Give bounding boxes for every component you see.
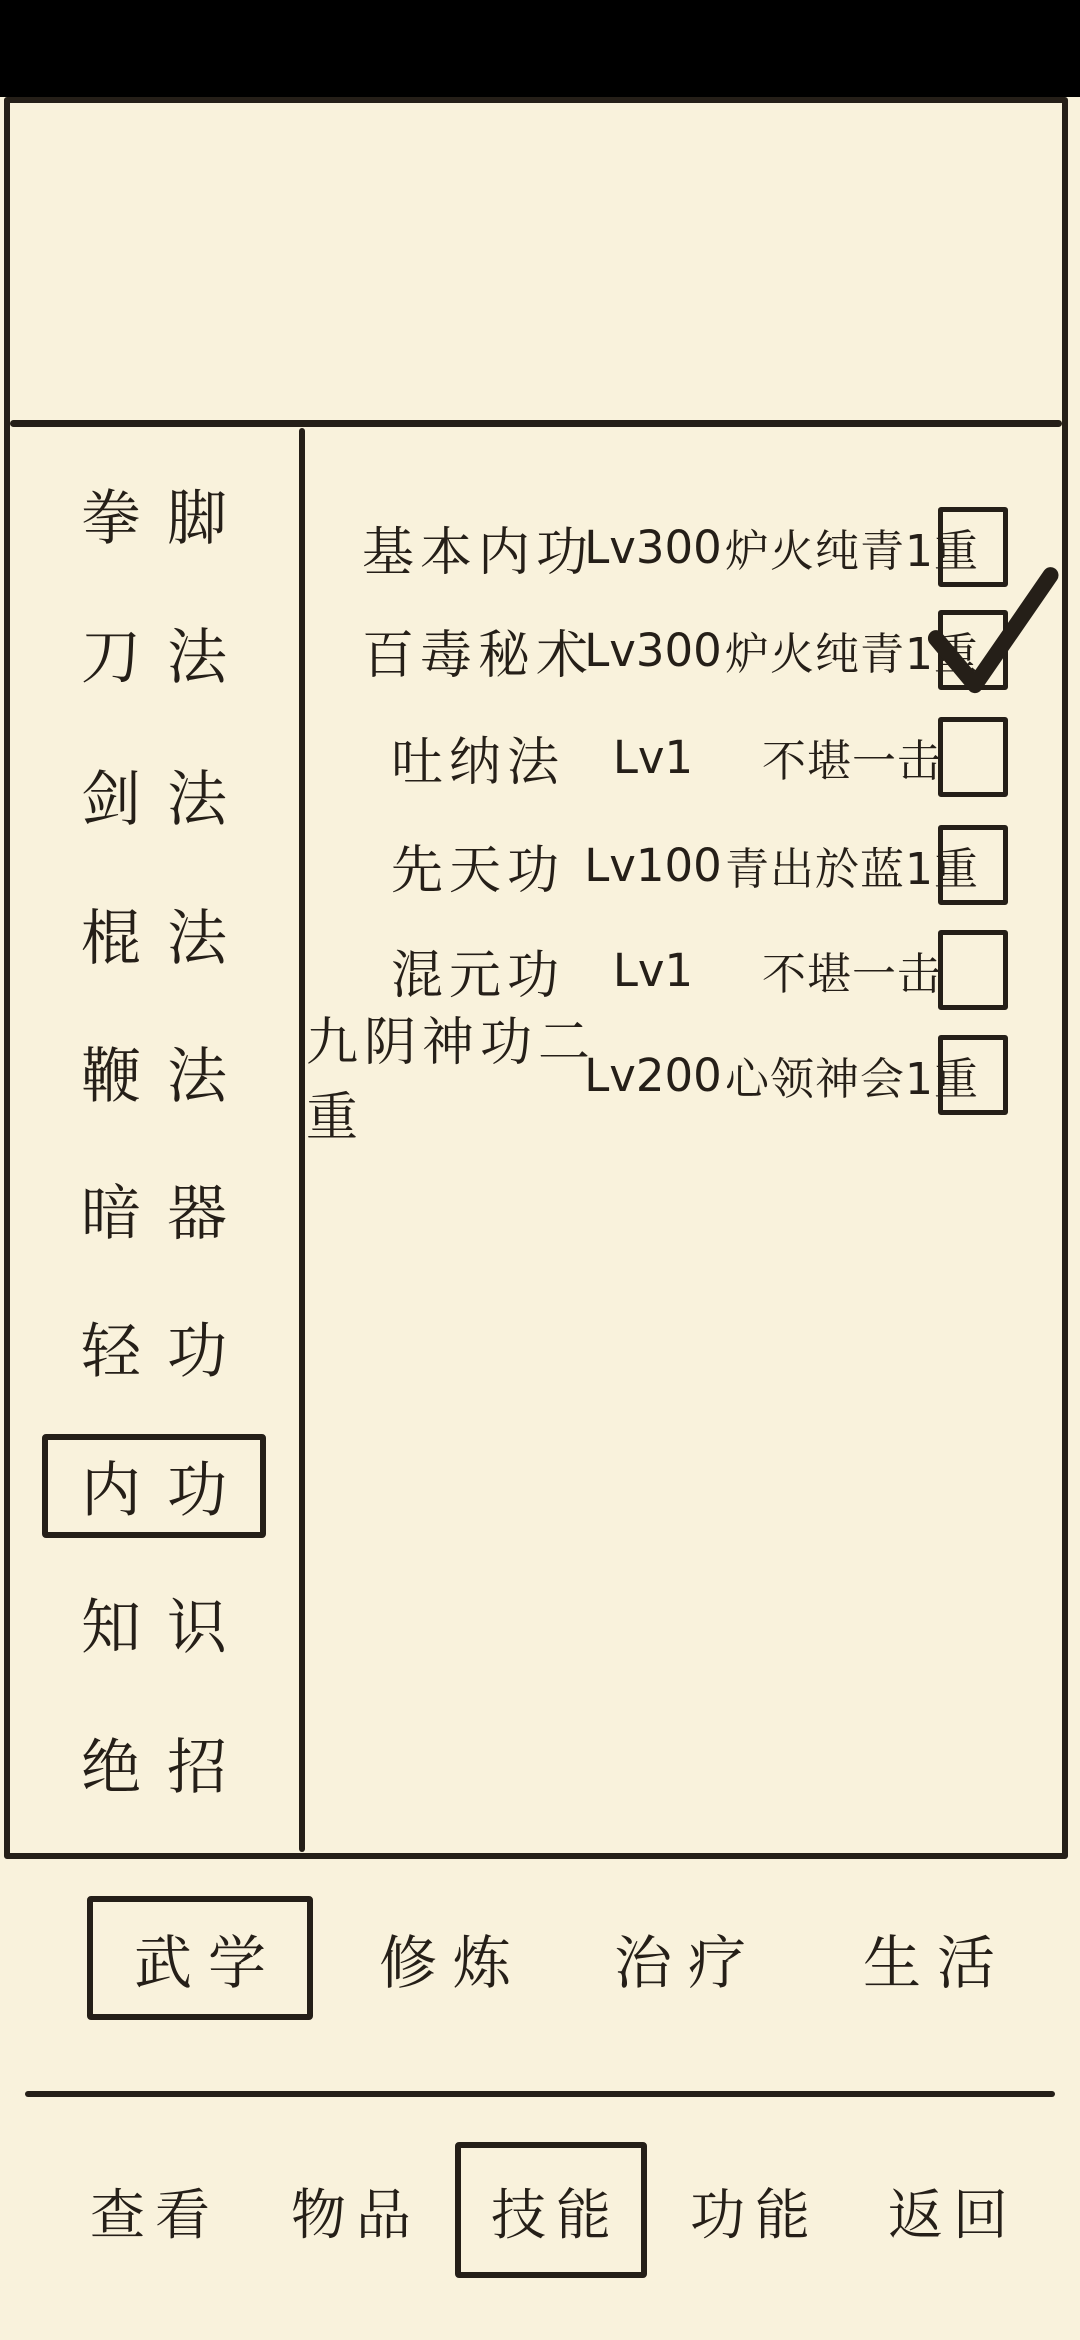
tab-cultivate[interactable]: 修炼 — [378, 1929, 527, 1997]
tab-heal[interactable]: 治疗 — [613, 1929, 762, 1997]
sidebar-item-knowledge[interactable]: 知识 — [81, 1593, 253, 1663]
skill-mastery: 青出於蓝1重 — [725, 844, 979, 895]
nav-items[interactable]: 物品 — [290, 2182, 421, 2247]
skill-checkbox-2[interactable] — [938, 717, 1008, 797]
checkmark-icon — [931, 569, 1053, 695]
skill-name: 九阴神功二重 — [306, 1013, 597, 1148]
skill-name: 先天功 — [390, 840, 565, 901]
sidebar-item-ultimate[interactable]: 绝招 — [81, 1733, 253, 1803]
skill-name: 混元功 — [390, 945, 565, 1006]
nav-divider-line — [25, 2091, 1055, 2097]
tab-life[interactable]: 生活 — [862, 1929, 1011, 1997]
sidebar-item-lightness[interactable]: 轻功 — [81, 1317, 253, 1387]
skill-checkbox-4[interactable] — [938, 930, 1008, 1010]
nav-back[interactable]: 返回 — [887, 2182, 1018, 2247]
nav-skills[interactable]: 技能 — [455, 2142, 647, 2278]
sidebar-item-staff[interactable]: 棍法 — [81, 904, 253, 974]
skill-row[interactable] — [302, 598, 1072, 702]
skill-list — [302, 423, 1072, 1853]
skill-name: 基本内功 — [361, 522, 594, 583]
skill-mastery: 心领神会1重 — [725, 1054, 979, 1105]
skill-level: Lv1 — [612, 730, 694, 784]
status-bar — [0, 0, 1080, 97]
skill-checkbox-1[interactable] — [938, 610, 1008, 690]
skill-category-tabs — [0, 1896, 1080, 2022]
skill-checkbox-3[interactable] — [938, 825, 1008, 905]
skill-row[interactable] — [302, 705, 1072, 809]
bottom-nav — [0, 2142, 1080, 2278]
sidebar-item-sword[interactable]: 剑法 — [81, 765, 253, 835]
skill-name: 百毒秘术 — [361, 625, 594, 686]
skill-mastery: 炉火纯青1重 — [725, 629, 979, 680]
skill-level: Lv200 — [584, 1048, 722, 1102]
skill-level: Lv300 — [584, 623, 722, 677]
skill-mastery: 不堪一击 — [762, 736, 942, 787]
skill-mastery: 炉火纯青1重 — [725, 526, 979, 577]
skill-level: Lv100 — [584, 838, 722, 892]
skill-row[interactable] — [302, 1013, 1072, 1148]
sidebar-item-blade[interactable]: 刀法 — [81, 623, 253, 693]
skill-mastery: 不堪一击 — [762, 949, 942, 1000]
skill-name: 吐纳法 — [390, 732, 565, 793]
nav-functions[interactable]: 功能 — [689, 2182, 820, 2247]
sidebar-item-whip[interactable]: 鞭法 — [81, 1042, 253, 1112]
sidebar-item-inner-power[interactable]: 内功 — [42, 1434, 266, 1538]
skill-level: Lv1 — [612, 943, 694, 997]
skill-row[interactable] — [302, 813, 1072, 917]
skill-category-sidebar — [4, 423, 300, 1853]
nav-view[interactable]: 查看 — [89, 2182, 220, 2247]
sidebar-item-fist-feet[interactable]: 拳脚 — [81, 484, 253, 554]
skill-level: Lv300 — [584, 520, 722, 574]
sidebar-item-hidden-weapon[interactable]: 暗器 — [81, 1179, 253, 1249]
skill-checkbox-5[interactable] — [938, 1035, 1008, 1115]
tab-martial-arts[interactable]: 武学 — [87, 1896, 313, 2020]
